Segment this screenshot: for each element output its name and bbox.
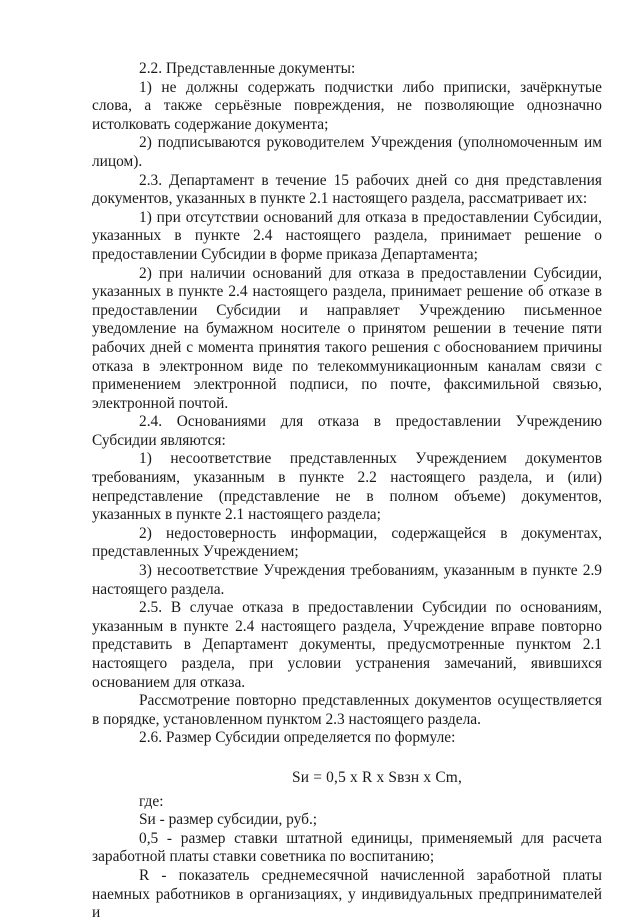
paragraph-2-2-item-1: 1) не должны содержать подчистки либо приписки, зачёркнутые слова, а также серьёзные повреждения, не позволяющие однозначно истолковать содержание документа; bbox=[92, 78, 602, 133]
paragraph-2-3-item-1: 1) при отсутствии оснований для отказа в предоставлении Субсидии, указанных в пункте 2.4 настоящего раздела, принимает решение о предоставлении Субсидии в форме приказа Департамента; bbox=[92, 208, 602, 263]
subsidy-formula: Sи = 0,5 х R х Sвзн х Cm, bbox=[291, 768, 463, 786]
paragraph-2-3-item-2: 2) при наличии оснований для отказа в предоставлении Субсидии, указанных в пункте 2.4 настоящего раздела, принимает решение об отказе в предоставлении Субсидии и направляет Учреждению письменное уведомление на бумажном носителе о принятом решении в течение пяти рабочих дней с момента принятия такого решения с обоснованием причины отказа в электронном виде по телекоммуникационным каналам связи с применением электронной подписи, по почте, факсимильной связью, электронной почтой. bbox=[92, 264, 602, 412]
formula-term-rate: 0,5 - размер ставки штатной единицы, применяемый для расчета заработной платы ставки советника по воспитанию; bbox=[92, 829, 602, 866]
formula-term-si: Sи - размер субсидии, руб.; bbox=[139, 811, 318, 829]
paragraph-2-2-item-2: 2) подписываются руководителем Учреждения (уполномоченным им лицом). bbox=[92, 134, 602, 170]
paragraph-2-3: 2.3. Департамент в течение 15 рабочих дней со дня представления документов, указанных в пункте 2.1 настоящего раздела, рассматривает их: bbox=[92, 171, 602, 208]
paragraph-2-4-item-2: 2) недостоверность информации, содержащейся в документах, представленных Учреждением; bbox=[92, 524, 602, 561]
paragraph-2-2: 2.2. Представленные документы: bbox=[139, 60, 356, 77]
formula-where-label: где: bbox=[139, 792, 164, 810]
paragraph-2-4: 2.4. Основаниями для отказа в предоставлении Учреждению Субсидии являются: bbox=[92, 413, 602, 449]
paragraph-2-4-item-3: 3) несоответствие Учреждения требованиям, указанным в пункте 2.9 настоящего раздела. bbox=[92, 562, 602, 598]
formula-term-r: R - показатель среднемесячной начисленной заработной платы наемных работников в организациях, у индивидуальных предпринимателей и bbox=[92, 866, 602, 922]
paragraph-2-5-resubmission: Рассмотрение повторно представленных документов осуществляется в порядке, установленном пунктом 2.3 настоящего раздела. bbox=[92, 692, 602, 728]
paragraph-2-5: 2.5. В случае отказа в предоставлении Субсидии по основаниям, указанным в пункте 2.4 настоящего раздела, Учреждение вправе повторно представить в Департамент документы, предусмотренные пунктом 2.1 настоящего раздела, при условии устранения замечаний, явившихся основанием для отказа. bbox=[92, 599, 602, 691]
document-body bbox=[92, 60, 602, 923]
paragraph-2-6: 2.6. Размер Субсидии определяется по формуле: bbox=[139, 729, 456, 747]
paragraph-2-4-item-1: 1) несоответствие представленных Учреждением документов требованиям, указанным в пункте 2.2 настоящего раздела, и (или) непредставление (представление не в полном объеме) документов, указанных в пункте 2.1 настоящего раздела; bbox=[92, 450, 602, 524]
